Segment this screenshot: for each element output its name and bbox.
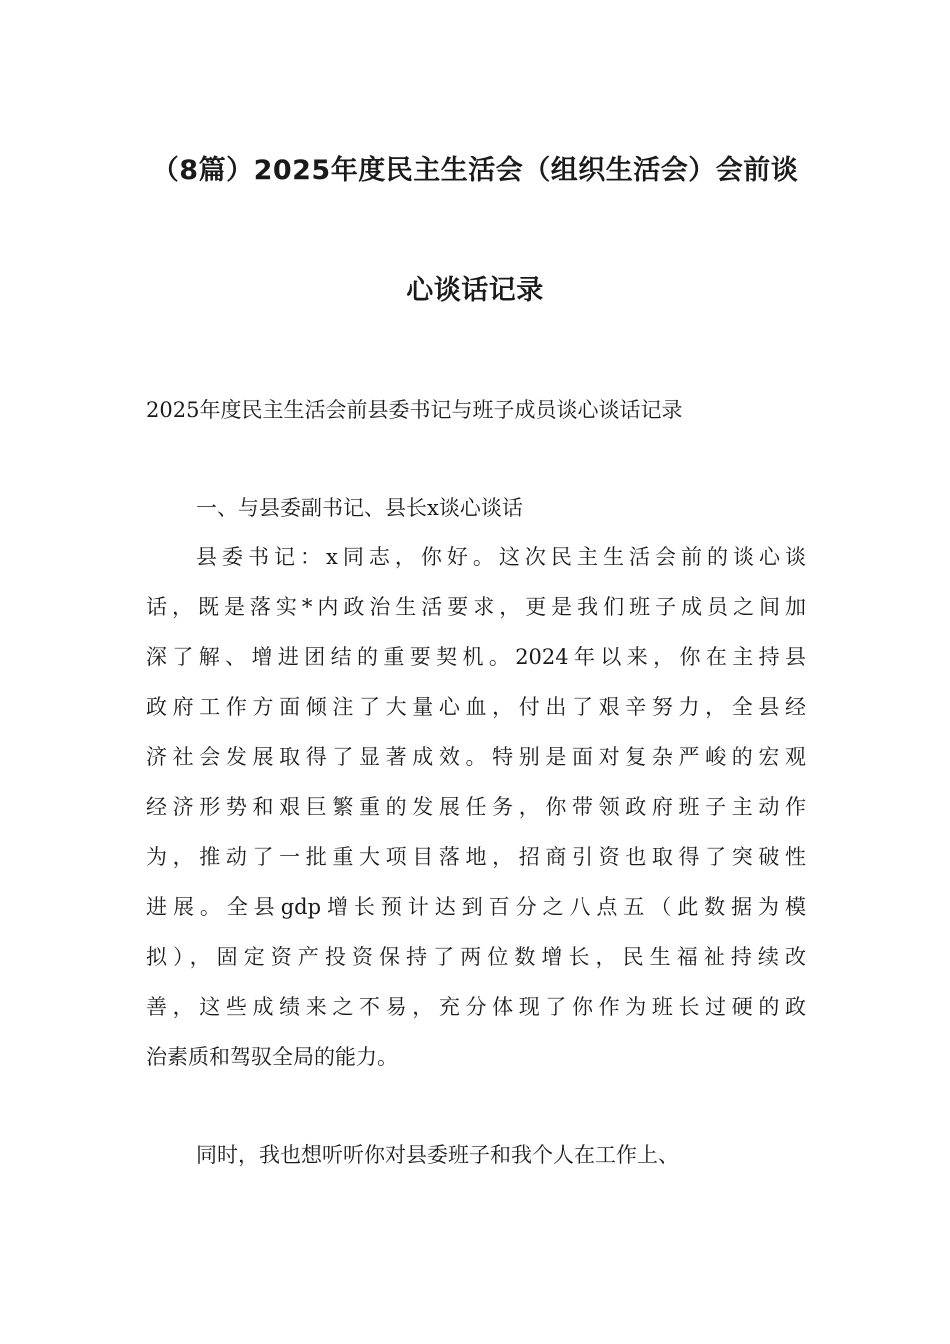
- paragraph-line: 拟），固定资产投资保持了两位数增长，民生福祉持续改: [146, 945, 806, 969]
- document-title-line-1: （8篇）2025年度民主生活会（组织生活会）会前谈: [151, 155, 799, 186]
- paragraph-line: 话，既是落实*内政治生活要求，更是我们班子成员之间加: [146, 595, 806, 619]
- paragraph-line: 深了解、增进团结的重要契机。2024年以来，你在主持县: [146, 645, 806, 669]
- paragraph-line: 善，这些成绩来之不易，充分体现了你作为班长过硬的政: [146, 995, 806, 1019]
- document-subtitle: 2025年度民主生活会前县委书记与班子成员谈心谈话记录: [146, 398, 683, 422]
- paragraph-line: 为，推动了一批重大项目落地，招商引资也取得了突破性: [146, 845, 806, 869]
- paragraph-line: 济社会发展取得了显著成效。特别是面对复杂严峻的宏观: [146, 745, 806, 769]
- section-heading: 一、与县委副书记、县长x谈心谈话: [196, 496, 523, 520]
- paragraph-line: 经济形势和艰巨繁重的发展任务，你带领政府班子主动作: [146, 795, 806, 819]
- document-title-line-2: 心谈话记录: [406, 275, 544, 306]
- paragraph-2: [146, 1130, 806, 1180]
- paragraph-line: 政府工作方面倾注了大量心血，付出了艰辛努力，全县经: [146, 695, 806, 719]
- paragraph-line: 同时，我也想听听你对县委班子和我个人在工作上、: [196, 1143, 679, 1167]
- paragraph-line: 县委书记：x同志，你好。这次民主生活会前的谈心谈: [196, 545, 806, 569]
- paragraph-line: 治素质和驾驭全局的能力。: [146, 1045, 398, 1069]
- paragraph-line: 进展。全县gdp增长预计达到百分之八点五（此数据为模: [146, 895, 806, 919]
- paragraph-1: [146, 532, 806, 1082]
